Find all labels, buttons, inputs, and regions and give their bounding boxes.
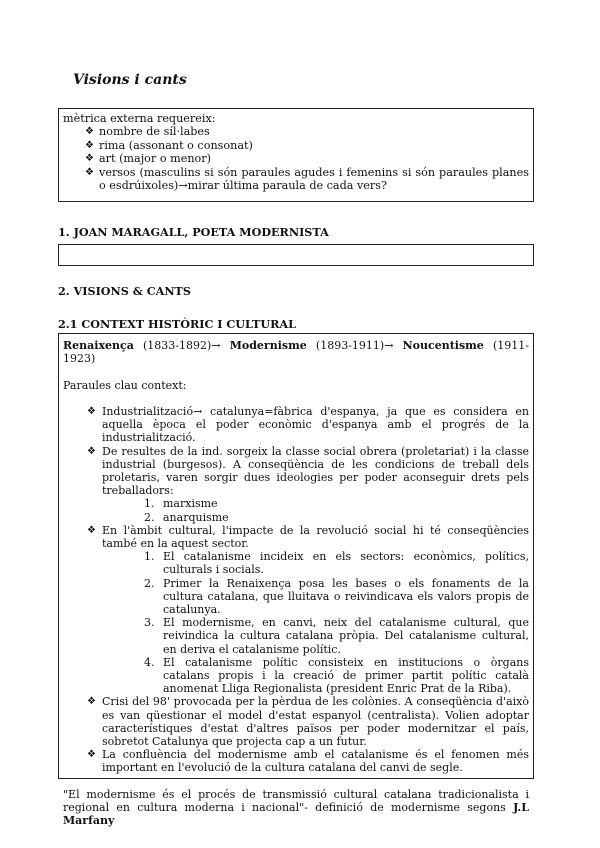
list-item-text: De resultes de la ind. sorgeix la classe social obrera (proletariat) i la classe industrial (burgesos). A conseqüència de les condicions de treball dels proletaris, varen sorgir dues ideologies per poder aconseguir drets pels treballadors: bbox=[102, 444, 529, 498]
section-heading-maragall: 1. JOAN MARAGALL, POETA MODERNISTA bbox=[58, 225, 329, 239]
diamond-bullet-icon: ❖ bbox=[85, 153, 94, 165]
list-number: 2. bbox=[144, 576, 155, 590]
diamond-bullet-icon: ❖ bbox=[87, 696, 96, 708]
list-item: ❖ nombre de síl·labes bbox=[85, 125, 210, 139]
sub-list-item-text: El catalanisme incideix en els sectors: econòmics, polítics, culturals i socials. bbox=[163, 550, 529, 577]
context-list bbox=[63, 405, 529, 775]
list-number: 2. bbox=[144, 510, 155, 524]
list-item: ❖ rima (assonant o consonat) bbox=[85, 138, 253, 152]
list-item-text: Industrialització→ catalunya=fàbrica d'espanya, ja que es considera en aquella època el poder econòmic d'espanya amb el progrés de la industrialització. bbox=[102, 404, 529, 445]
context-box bbox=[58, 333, 534, 828]
diamond-bullet-icon: ❖ bbox=[87, 405, 96, 417]
empty-box bbox=[58, 244, 534, 266]
diamond-bullet-icon: ❖ bbox=[85, 126, 94, 138]
diamond-bullet-icon: ❖ bbox=[85, 166, 94, 178]
list-number: 3. bbox=[144, 616, 155, 630]
sub-list-item bbox=[144, 616, 529, 656]
list-item-text: En l'àmbit cultural, l'impacte de la revolució social hi té conseqüències també en la aquest sector. bbox=[102, 523, 529, 551]
section-heading-context: 2.1 CONTEXT HISTÒRIC I CULTURAL bbox=[58, 317, 296, 331]
periods-line: Renaixença (1833-1892)→ Modernisme (1893-1911)→ Noucentisme (1911-1923) bbox=[63, 339, 530, 366]
sub-list bbox=[102, 497, 529, 523]
list-number: 1. bbox=[144, 550, 155, 564]
sub-list-item-text: marxisme bbox=[163, 497, 218, 511]
list-item-text: Crisi del 98' provocada per la pèrdua de les colònies. A conseqüència d'això es van qüestionar el model d'estat espanyol (centralista). Volien adoptar característiques d'estat d'altres països per poder modernitzar el país, sobretot Catalunya que projecta cap a un futur. bbox=[102, 695, 529, 749]
metrica-box bbox=[58, 108, 534, 202]
diamond-bullet-icon: ❖ bbox=[87, 445, 96, 457]
list-item bbox=[63, 748, 529, 774]
sub-list-item bbox=[144, 550, 529, 576]
sub-list-item bbox=[144, 511, 529, 524]
modernism-quote: "El modernisme és el procés de transmissió cultural catalana tradicionalista i regional en cultura moderna i nacional"- definició de modernisme segons J.L Marfany bbox=[63, 787, 529, 828]
sub-list-item-text: anarquisme bbox=[163, 510, 229, 524]
sub-list-item-text: El catalanisme polític consisteix en institucions o òrgans catalans propis i la creació de primer partit polític català anomenat Lliga Regionalista (president Enric Prat de la Riba). bbox=[163, 655, 529, 696]
sub-list-item-text: Primer la Renaixença posa les bases o els fonaments de la cultura catalana, que lluitava o reivindicava els valors propis de catalunya. bbox=[163, 576, 529, 617]
sub-list-item-text: El modernisme, en canvi, neix del catalanisme cultural, que reivindica la cultura catalana pròpia. Del catalanisme cultural, en deriva el catalanisme polític. bbox=[163, 616, 529, 656]
list-number: 1. bbox=[144, 497, 155, 511]
keywords-label: Paraules clau context: bbox=[63, 378, 187, 392]
sub-list-item bbox=[144, 656, 529, 696]
diamond-bullet-icon: ❖ bbox=[87, 749, 96, 761]
sub-list-item bbox=[144, 577, 529, 617]
list-item bbox=[63, 695, 529, 748]
list-item bbox=[63, 524, 529, 696]
list-number: 4. bbox=[144, 655, 155, 669]
page-title: Visions i cants bbox=[73, 72, 187, 88]
section-heading-visions: 2. VISIONS & CANTS bbox=[58, 284, 191, 298]
metrica-intro: mètrica externa requereix: bbox=[63, 112, 216, 125]
sub-list-item bbox=[144, 497, 529, 510]
list-item-text: La confluència del modernisme amb el catalanisme és el fenomen més important en l'evolució de la cultura catalana del canvi de segle. bbox=[102, 748, 529, 775]
diamond-bullet-icon: ❖ bbox=[87, 524, 96, 536]
diamond-bullet-icon: ❖ bbox=[85, 139, 94, 151]
metrica-list bbox=[63, 125, 529, 192]
list-item: ❖ art (major o menor) bbox=[85, 152, 211, 166]
list-item: ❖ versos (masculins si són paraules agudes i femenins si són paraules planes o esdrúixoles)→mirar última paraula de cada vers? bbox=[85, 165, 529, 193]
sub-list bbox=[102, 550, 529, 695]
list-item bbox=[63, 445, 529, 524]
list-item bbox=[63, 405, 529, 445]
